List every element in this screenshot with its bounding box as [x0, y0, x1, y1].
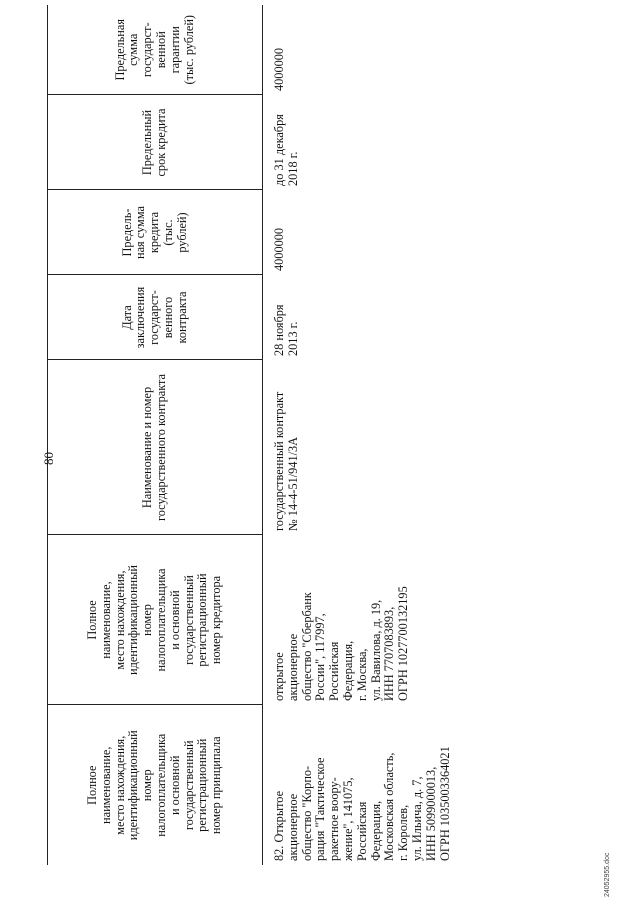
header-credit-amount: Предель- ная сумма кредита (тыс. рублей) [48, 190, 263, 275]
header-credit-term: Предельный срок кредита [48, 95, 263, 190]
cell-guarantee-amount: 4000000 [272, 47, 286, 91]
guarantee-table [47, 5, 456, 865]
header-contract-date: Дата заключения государст- венного контракта [48, 275, 263, 360]
cell-credit-amount: 4000000 [272, 227, 286, 271]
cell-contract-date: 28 ноября 2013 г. [272, 304, 300, 356]
header-creditor: Полное наименование, место нахождения, идентификационный номер налогоплательщика и основной государственный регистрационный номер кредитора [48, 535, 263, 705]
header-guarantee-amount: Предельная сумма государст- венной гарантии (тыс. рублей) [48, 5, 263, 95]
page-number: 80 [41, 452, 56, 465]
header-principal: Полное наименование, место нахождения, идентификационный номер налогоплательщика и основной государственный регистрационный номер принципала [48, 705, 263, 865]
cell-principal: 82. Открытое акционерное общество "Корпо- рация "Тактическое ракетное воору- жение", 141075, Российская Федерация, Московская область, г. Королев, ул. Ильича, д. 7, ИНН 5099000013, ОГРН 1035003364021 [272, 746, 452, 861]
footer-file-id: 24052955.doc [604, 852, 611, 897]
table-header-row [48, 5, 263, 865]
cell-credit-term: до 31 декабря 2018 г. [272, 114, 300, 186]
cell-creditor: открытое акционерное общество "Сбербанк России", 117997, Российская Федерация, г. Москва, ул. Вавилова, д. 19, ИНН 7707083893, ОГРН 1027700132195 [272, 586, 411, 701]
table-row [263, 5, 457, 865]
cell-contract-name: государственный контракт № 14-4-51/941/3А [272, 391, 300, 531]
header-contract-name: Наименование и номер государственного контракта [48, 360, 263, 535]
